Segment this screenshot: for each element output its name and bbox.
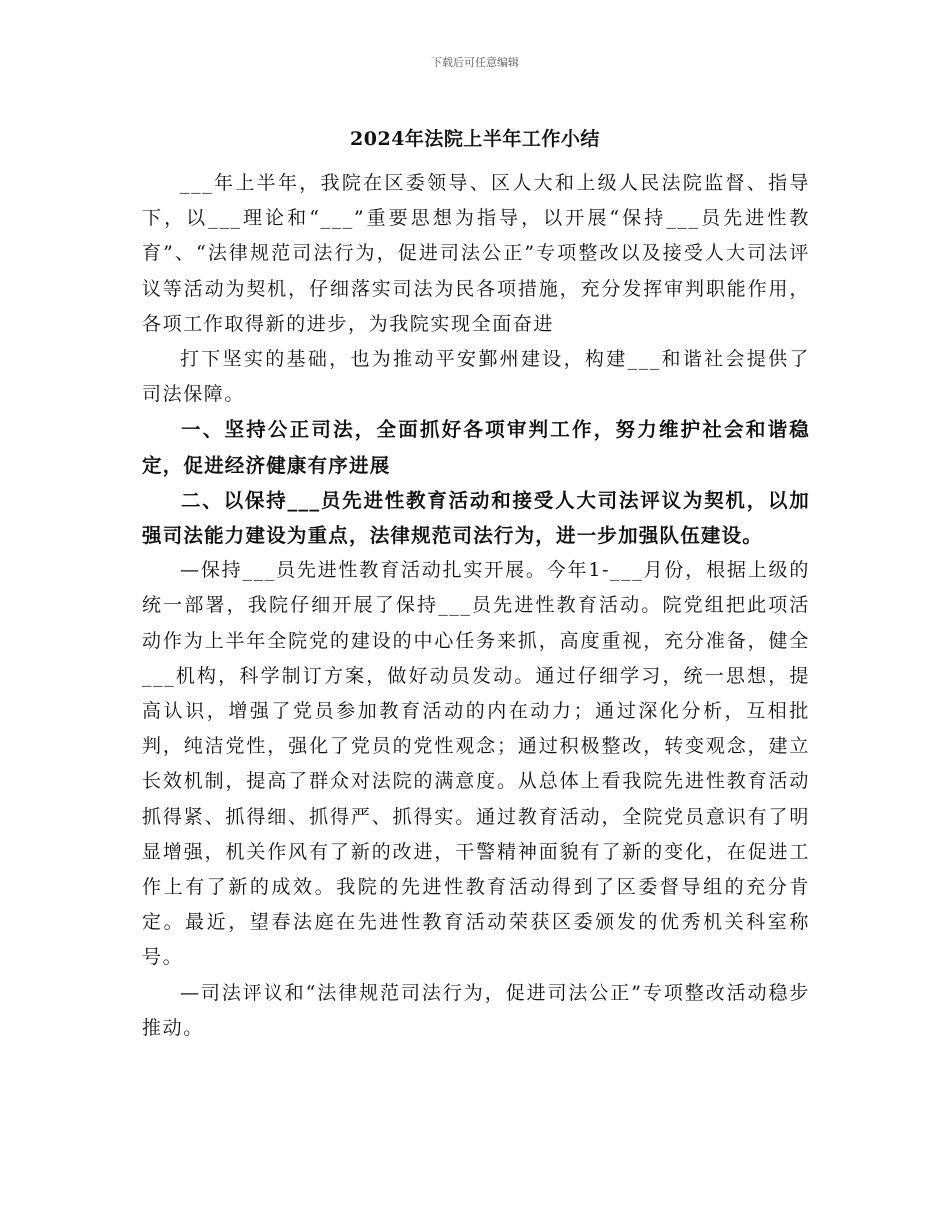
paragraph-judicial-review: —司法评议和“法律规范司法行为，促进司法公正”专项整改活动稳步推动。 — [142, 981, 810, 1039]
section-heading-1: 一、坚持公正司法，全面抓好各项审判工作，努力维护社会和谐稳定，促进经济健康有序进展 — [142, 418, 810, 477]
section-heading-2: 二、以保持___员先进性教育活动和接受人大司法评议为契机，以加强司法能力建设为重点，法律规范司法行为，进一步加强队伍建设。 — [142, 488, 810, 548]
document-title: 2024年法院上半年工作小结 — [350, 128, 600, 150]
paragraph-education-activity: —保持___员先进性教育活动扎实开展。今年1-___月份，根据上级的统一部署，我院仔细开展了保持___员先进性教育活动。院党组把此项活动作为上半年全院党的建设的中心任务来抓，高度重视，充分准备，健全___机构，科学制订方案，做好动员发动。通过仔细学习，统一思想，提高认识，增强了党员参加教育活动的内在动力；通过深化分析，互相批判，纯洁党性，强化了党员的党性观念；通过积极整改，转变观念，建立长效机制，提高了群众对法院的满意度。从总体上看我院先进性教育活动抓得紧、抓得细、抓得严、抓得实。通过教育活动，全院党员意识有了明显增强，机关作风有了新的改进，干警精神面貌有了新的变化，在促进工作上有了新的成效。我院的先进性教育活动得到了区委督导组的充分肯定。最近，望春法庭在先进性教育活动荣获区委颁发的优秀机关科室称号。 — [142, 559, 810, 969]
paragraph-intro: ___年上半年，我院在区委领导、区人大和上级人民法院监督、指导下，以___理论和“___”重要思想为指导，以开展“保持___员先进性教育”、“法律规范司法行为，促进司法公正”专项整改以及接受人大司法评议等活动为契机，仔细落实司法为民各项措施，充分发挥审判职能作用，各项工作取得新的进步，为我院实现全面奋进 — [142, 172, 810, 335]
paragraph-intro-continued: 打下坚实的基础，也为推动平安鄞州建设，构建___和谐社会提供了司法保障。 — [142, 348, 810, 406]
page-header-note: 下载后可任意编辑 — [431, 56, 519, 69]
document-body — [142, 166, 810, 1046]
